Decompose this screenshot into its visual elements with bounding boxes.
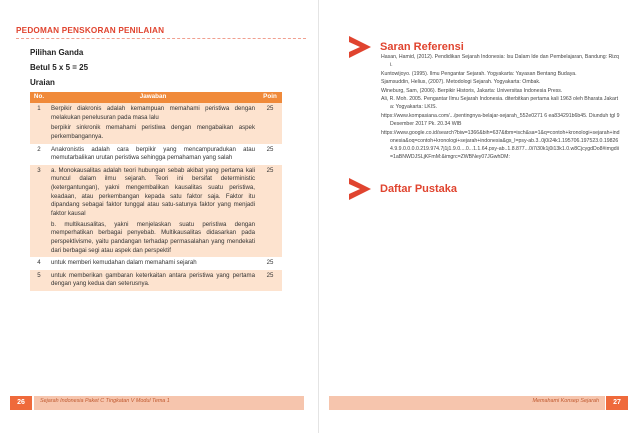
row-answer	[48, 257, 258, 270]
uraian-label: Uraian	[30, 78, 55, 87]
answer-paragraph: berpikir sinkronik memahami peristiwa dengan mengabaikan aspek perkembangannya.	[51, 124, 255, 140]
table-row	[30, 165, 282, 257]
answer-paragraph: Berpikir diakronis adalah kemampuan memahami peristiwa dengan melakukan penelusuran pada masa lalu	[51, 104, 255, 121]
betul-label: Betul 5 x 5 = 25	[30, 63, 89, 72]
table-row	[30, 144, 282, 165]
row-answer	[48, 270, 258, 291]
reference-item: https://www.google.co.id/search?biw=1366&bih=637&tbm=isch&sa=1&q=contoh+kronologi+sejarah+indonesia&oq=contoh+kronologi+sejarah+indonesia&gs_l=psy-ab.3..0j0i24k1.195706.197523.0.198264.9.9.0.0.0.0.219.974.7j1j1.9.0....0...1.1.64.psy-ab..1.8.877...0i7i30k1j0i13k1.0.w8CjcygdDo8#imgdii=1aBNWDJSLjKFmM:&imgrc=ZWBNey07JGwhDM:	[381, 129, 620, 160]
row-poin: 25	[258, 270, 282, 291]
answer-paragraph: b. multikausalitas, yakni menjelaskan suatu peristiwa dengan memperhatikan berbagai penyebab. Multikausalitas didasarkan pada perspektivisme, yaitu pandangan terhadap permasalahan yang mendekati dari berbagai segi atau aspek dan perspektif	[51, 220, 255, 254]
answer-paragraph: untuk memberikan gambaran keterkaitan antara peristiwa yang pertama dengan yang kedua dan seterusnya.	[51, 271, 255, 288]
reference-item: https://www.kompasiana.com/.../pentingnya-belajar-sejarah_552e0271 6 ea834291b6b45. Diunduh tgl 9 Desember 2017 Pk. 20.34 WIB	[381, 112, 620, 127]
reference-item: Wineburg, Sam, (2006). Berpikir Historis, Jakarta: Universitas Indonesia Press.	[381, 87, 563, 94]
table-row	[30, 257, 282, 270]
row-answer	[48, 144, 258, 165]
row-no: 3	[30, 165, 48, 257]
row-no: 4	[30, 257, 48, 270]
row-no: 2	[30, 144, 48, 165]
answer-paragraph: untuk memberi kemudahan dalam memahami sejarah	[51, 259, 197, 267]
footer-bar	[329, 396, 605, 410]
reference-list	[381, 53, 621, 161]
footer-text: Sejarah Indonesia Paket C Tingkatan V Modul Tema 1	[40, 398, 170, 404]
footer-text: Memahami Konsep Sejarah	[532, 398, 599, 404]
row-poin: 25	[258, 144, 282, 165]
row-no: 5	[30, 270, 48, 291]
scoring-table	[30, 92, 282, 291]
table-row	[30, 270, 282, 291]
right-page	[319, 0, 638, 433]
header-no: No.	[30, 92, 48, 103]
header-jawaban: Jawaban	[48, 92, 258, 103]
daftar-pustaka-heading: Daftar Pustaka	[380, 183, 458, 195]
reference-item: Ali, R. Moh. 2005. Pengantar Ilmu Sejarah Indonesia. diterbitkan pertama kali 1963 oleh Bharata Jakarta: Yogyakarta: LKIS.	[381, 96, 619, 111]
header-poin: Poin	[258, 92, 282, 103]
row-answer	[48, 165, 258, 257]
reference-item: Sjamsuddin, Helius, (2007). Metodologi Sejarah. Yogyakarta: Ombak.	[381, 79, 541, 86]
answer-paragraph: Anakronistis adalah cara berpikir yang mencampuradukan atau memutarbalikan urutan peristiwa sehingga pemahaman yang salah	[51, 145, 255, 162]
footer-bar	[34, 396, 304, 410]
title-divider	[16, 38, 306, 39]
play-arrow-icon	[347, 176, 373, 202]
row-no: 1	[30, 103, 48, 144]
row-poin: 25	[258, 165, 282, 257]
row-answer	[48, 103, 258, 144]
reference-item: Hasan, Hamid, (2012). Pendidikan Sejarah Indonesia: Isu Dalam Ide dan Pembelajaran, Bandung: Rizqi.	[381, 54, 619, 69]
pilihan-ganda-label: Pilihan Ganda	[30, 48, 84, 57]
table-header-row	[30, 92, 282, 103]
section-title: PEDOMAN PENSKORAN PENILAIAN	[16, 26, 165, 35]
row-poin: 25	[258, 257, 282, 270]
row-poin: 25	[258, 103, 282, 144]
page-number: 27	[606, 396, 628, 410]
play-arrow-icon	[347, 34, 373, 60]
table-row	[30, 103, 282, 144]
answer-paragraph: a. Monokausalitas adalah teori hubungan sebab akibat yang pertama kali muncul dalam ilmu sejarah. Teori ini bersifat deterministic (ketergantungan), yakni mengembalikan kausalitas suatu peristiwa, keadaan, atau perkembangan kepada satu faktor saja. Faktor itu dipandang sebagai faktor tunggal atau satu-satunya faktor yang menjadi faktor kausal	[51, 166, 255, 217]
page-number: 26	[10, 396, 32, 410]
saran-referensi-heading: Saran Referensi	[380, 41, 464, 53]
reference-item: Kuntowijoyo. (1995). Ilmu Pengantar Sejarah. Yogyakarta: Yayasan Bentang Budaya.	[381, 70, 577, 77]
